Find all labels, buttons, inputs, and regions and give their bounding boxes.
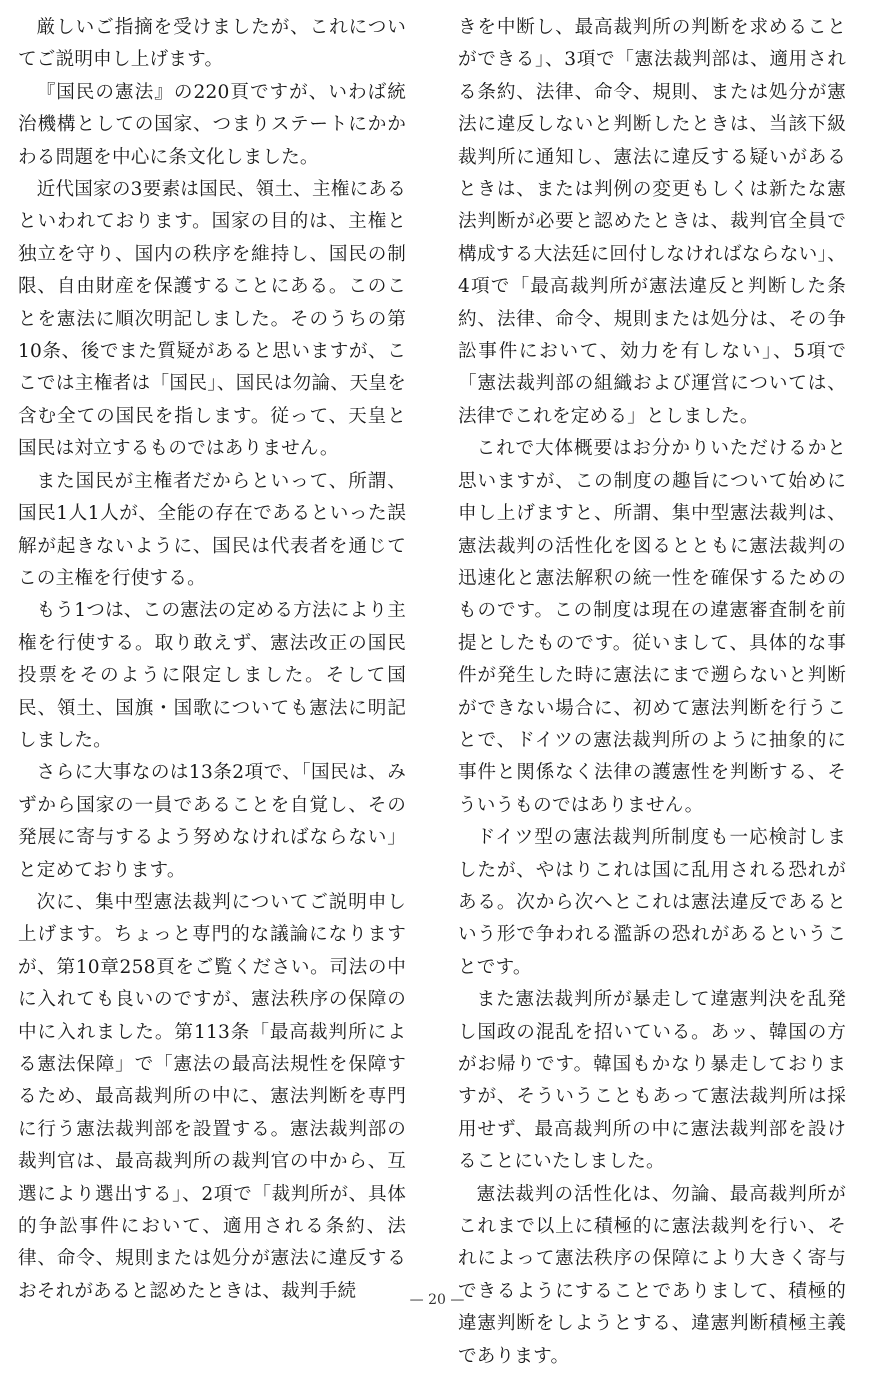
paragraph: 『国民の憲法』の220頁ですが、いわば統治機構としての国家、つまりステートにかかわる問題を中心に条文化しました。 xyxy=(18,81,406,168)
paragraph: もう1つは、この憲法の定める方法により主権を行使する。取り敢えず、憲法改正の国民投票をそのように限定しました。そして国民、領土、国旗・国歌についても憲法に明記しました。 xyxy=(18,600,406,751)
paragraph: ドイツ型の憲法裁判所制度も一応検討しましたが、やはりこれは国に乱用される恐れがある。次から次へとこれは憲法違反であるという形で争われる濫訴の恐れがあるということです。 xyxy=(458,827,846,978)
right-column xyxy=(458,12,846,1373)
left-column xyxy=(18,12,406,1308)
paragraph: また国民が主権者だからといって、所謂、国民1人1人が、全能の存在であるといった誤解が起きないように、国民は代表者を通じてこの主権を行使する。 xyxy=(18,470,406,589)
paragraph: 近代国家の3要素は国民、領土、主権にあるといわれております。国家の目的は、主権と独立を守り、国内の秩序を維持し、国民の制限、自由財産を保護することにある。このことを憲法に順次明記しました。そのうちの第10条、後でまた質疑があると思いますが、ここでは主権者は「国民」、国民は勿論、天皇を含む全ての国民を指します。従って、天皇と国民は対立するものではありません。 xyxy=(18,179,406,460)
paragraph-continuation: きを中断し、最高裁判所の判断を求めることができる」、3項で「憲法裁判部は、適用される条約、法律、命令、規則、または処分が憲法に違反しないと判断したときは、当該下級裁判所に通知し、憲法に違反する疑いがあるときは、または判例の変更もしくは新たな憲法判断が必要と認めたときは、裁判官全員で構成する大法廷に回付しなければならない」、4項で「最高裁判所が憲法違反と判断した条約、法律、命令、規則または処分は、その争訟事件において、効力を有しない」、5項で「憲法裁判部の組織および運営については、法律でこれを定める」としました。 xyxy=(458,17,846,427)
paragraph: 憲法裁判の活性化は、勿論、最高裁判所がこれまで以上に積極的に憲法裁判を行い、それによって憲法秩序の保障により大きく寄与できるようにすることでありまして、積極的違憲判断をしようとする、違憲判断積極主義であります。 xyxy=(458,1183,846,1367)
paragraph: さらに大事なのは13条2項で、「国民は、みずから国家の一員であることを自覚し、その発展に寄与するよう努めなければならない」と定めております。 xyxy=(18,762,406,881)
page-number: — 20 — xyxy=(409,1292,465,1308)
paragraph: また憲法裁判所が暴走して違憲判決を乱発し国政の混乱を招いている。あッ、韓国の方がお帰りです。韓国もかなり暴走しておりますが、そういうこともあって憲法裁判所は採用せず、最高裁判所の中に憲法裁判部を設けることにいたしました。 xyxy=(458,989,846,1173)
paragraph: 次に、集中型憲法裁判についてご説明申し上げます。ちょっと専門的な議論になりますが、第10章258頁をご覧ください。司法の中に入れても良いのですが、憲法秩序の保障の中に入れました。第113条「最高裁判所による憲法保障」で「憲法の最高法規性を保障するため、最高裁判所の中に、憲法判断を専門に行う憲法裁判部を設置する。憲法裁判部の裁判官は、最高裁判所の裁判官の中から、互選により選出する」、2項で「裁判所が、具体的争訟事件において、適用される条約、法律、命令、規則または処分が憲法に違反するおそれがあると認めたときは、裁判手続 xyxy=(18,891,406,1302)
paragraph: これで大体概要はお分かりいただけるかと思いますが、この制度の趣旨について始めに申し上げますと、所謂、集中型憲法裁判は、憲法裁判の活性化を図るとともに憲法裁判の迅速化と憲法解釈の統一性を確保するためのものです。この制度は現在の違憲審査制を前提としたものです。従いまして、具体的な事件が発生した時に憲法にまで遡らないと判断ができない場合に、初めて憲法判断を行うことで、ドイツの憲法裁判所のように抽象的に事件と関係なく法律の護憲性を判断する、そういうものではありません。 xyxy=(458,438,846,816)
paragraph: 厳しいご指摘を受けましたが、これについてご説明申し上げます。 xyxy=(18,17,406,71)
